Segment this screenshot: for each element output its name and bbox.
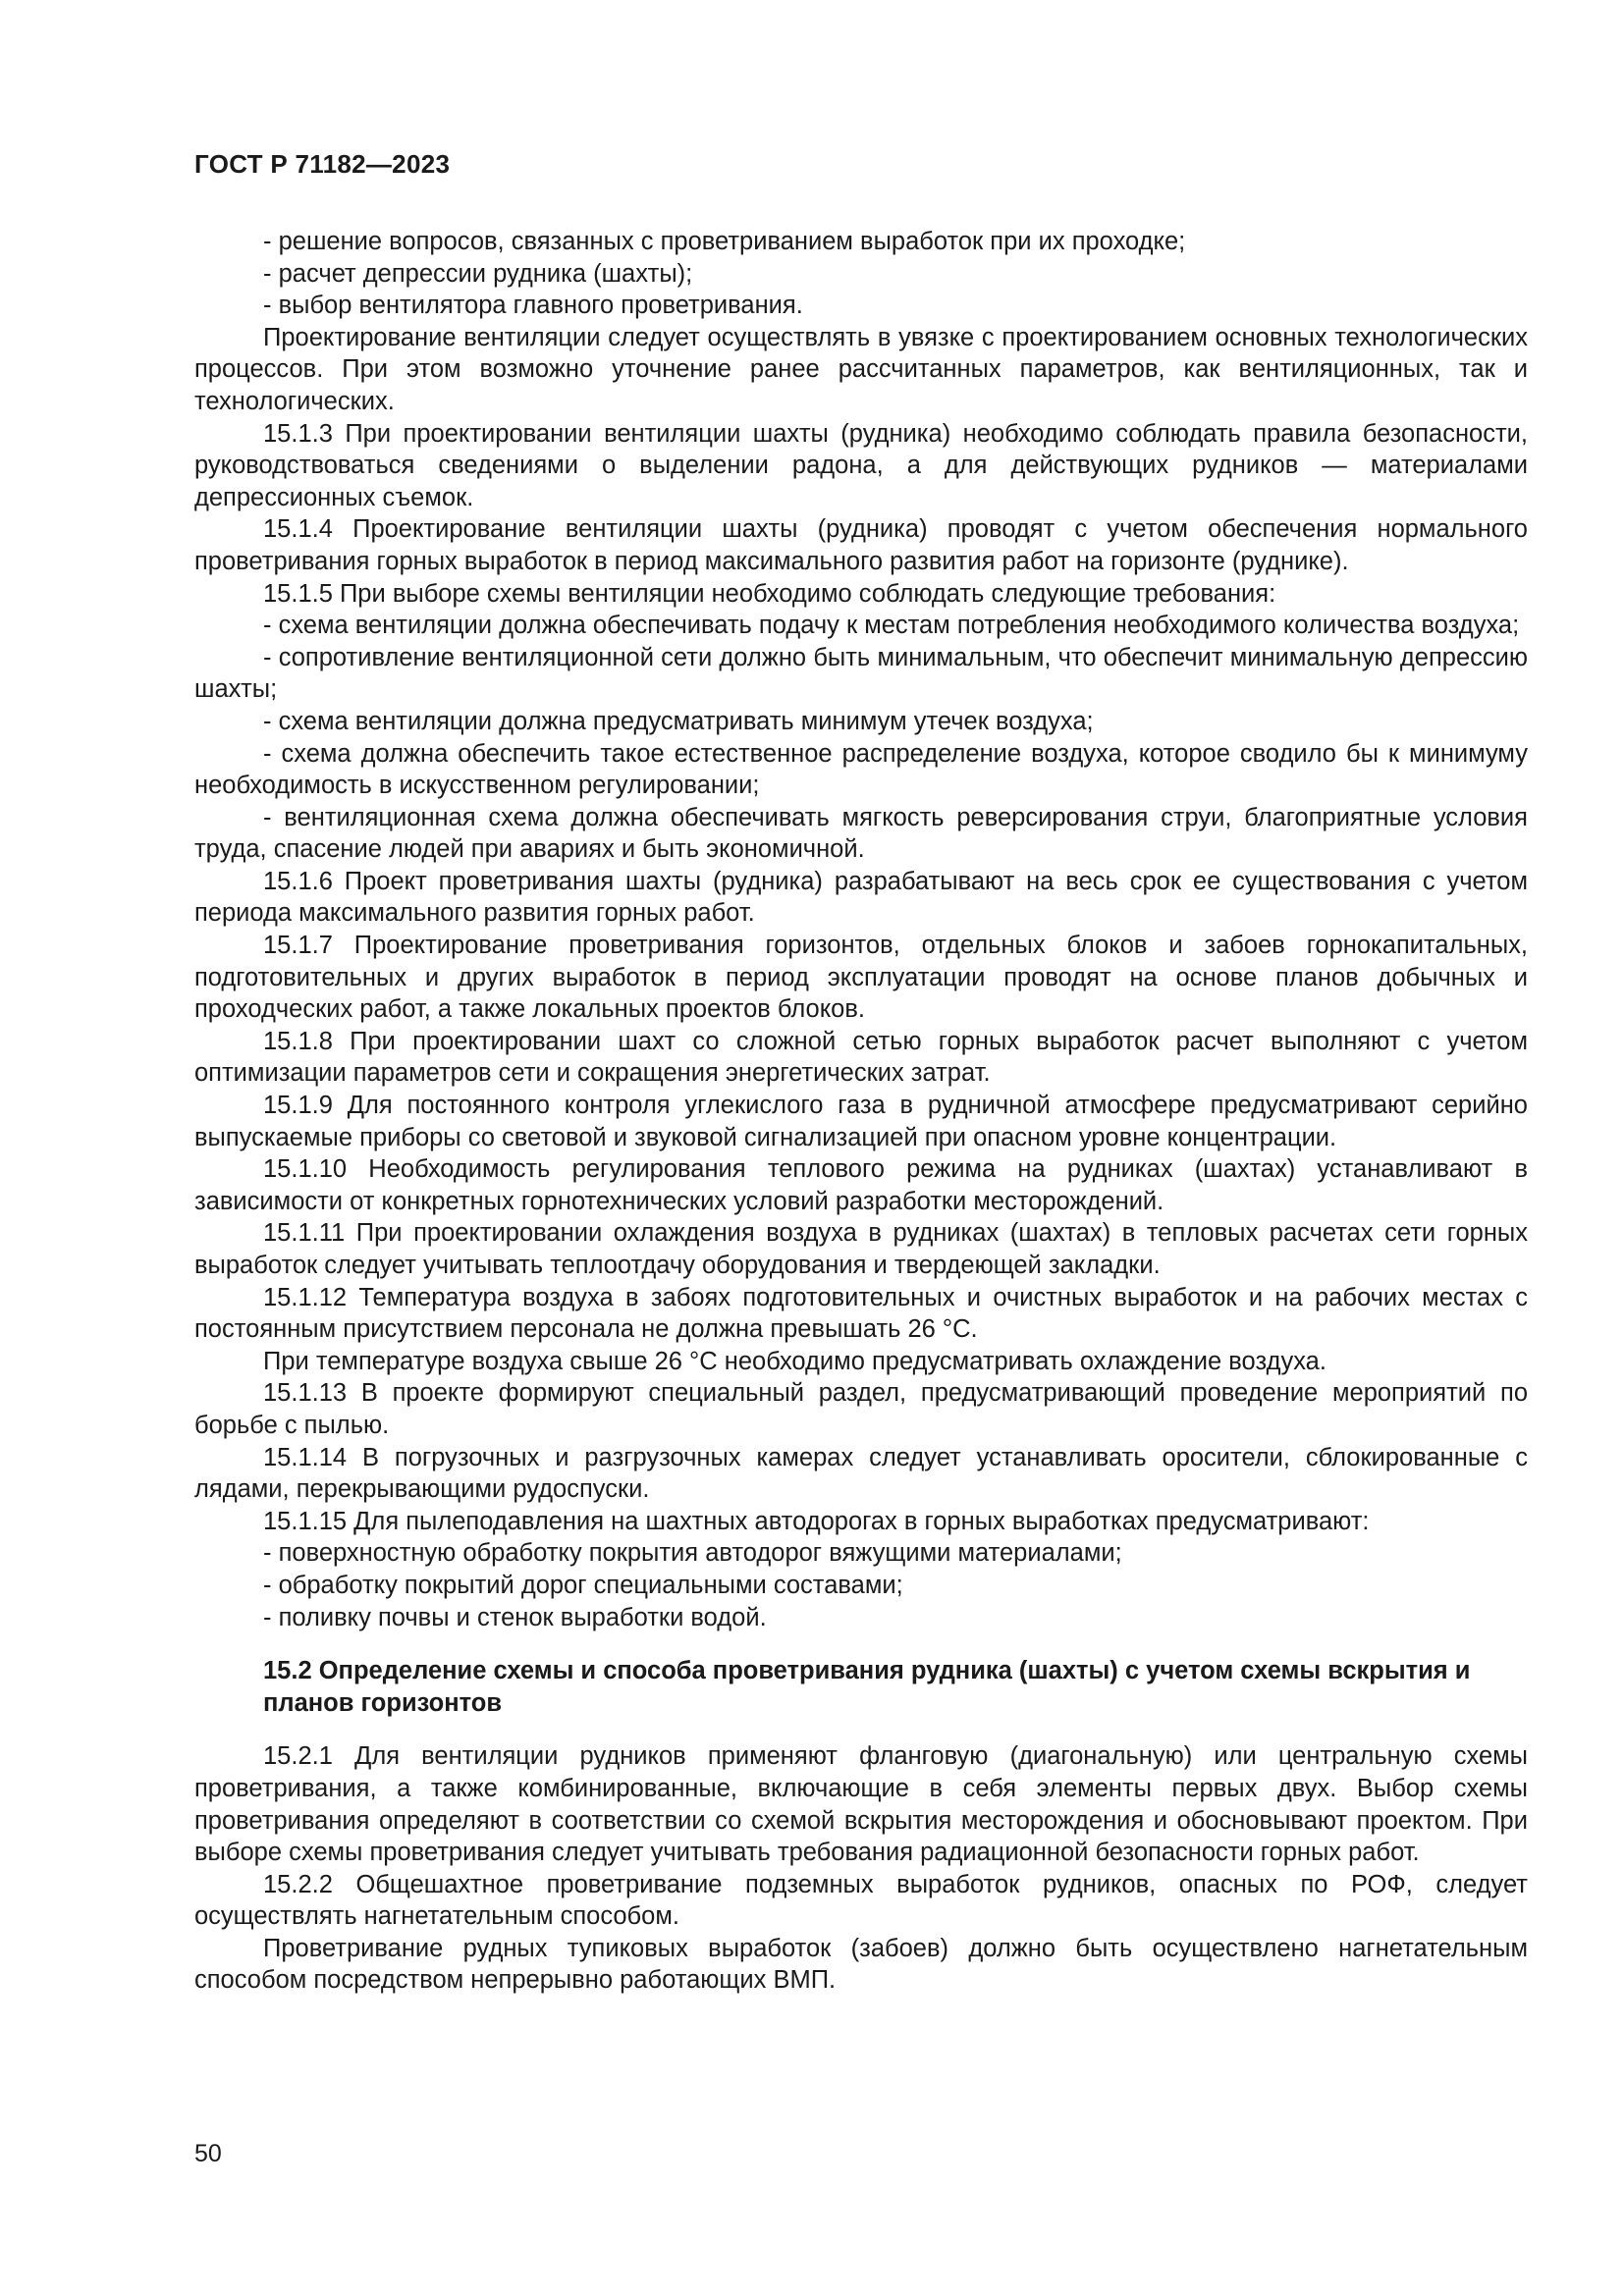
paragraph: Проветривание рудных тупиковых выработок (забоев) должно быть осуществлено нагнетательным способом посредством непрерывно работающих ВМП. [194,1934,1528,1995]
paragraph: - сопротивление вентиляционной сети должно быть минимальным, что обеспечит минимальную депрессию шахты; [194,643,1528,704]
paragraph: - решение вопросов, связанных с проветриванием выработок при их проходке; [263,228,1186,255]
paragraph: 15.1.5 При выборе схемы вентиляции необходимо соблюдать следующие требования: [263,579,1276,608]
section-heading: 15.2 Определение схемы и способа проветривания рудника (шахты) с учетом схемы вскрытия и планов горизонтов [263,1657,1471,1717]
paragraph: 15.2.2 Общешахтное проветривание подземных выработок рудников, опасных по РОФ, следует осуществлять нагнетательным способом. [194,1870,1528,1931]
paragraph: - схема должна обеспечить такое естественное распределение воздуха, которое сводило бы к минимуму необходимость в искусственном регулировании; [194,739,1528,800]
paragraph: 15.1.11 При проектировании охлаждения воздуха в рудниках (шахтах) в тепловых расчетах сети горных выработок следует учитывать теплоотдачу оборудования и твердеющей закладки. [194,1219,1528,1279]
paragraph: 15.1.13 В проекте формируют специальный раздел, предусматривающий проведение мероприятий по борьбе с пылью. [194,1379,1528,1439]
paragraph: 15.1.9 Для постоянного контроля углекислого газа в рудничной атмосфере предусматривают серийно выпускаемые приборы со световой и звуковой сигнализацией при опасном уровне концентрации. [194,1092,1528,1151]
paragraph: 15.1.14 В погрузочных и разгрузочных камерах следует устанавливать оросители, сблокированные с лядами, перекрывающими рудоспуски. [194,1443,1528,1504]
paragraph: 15.1.3 При проектировании вентиляции шахты (рудника) необходимо соблюдать правила безопасности, руководствоваться сведениями о выделении радона, а для действующих рудников — материалами депрессионных съемок. [194,419,1528,511]
paragraph: - схема вентиляции должна предусматривать минимум утечек воздуха; [263,707,1094,735]
paragraph: - схема вентиляции должна обеспечивать подачу к местам потребления необходимого количества воздуха; [263,612,1520,640]
paragraph: 15.2.1 Для вентиляции рудников применяют фланговую (диагональную) или центральную схемы проветривания, а также комбинированные, включающие в себя элементы первых двух. Выбор схемы проветривания определяют в соответствии со схемой вскрытия месторождения и обосновывают проектом. При выборе схемы проветривания следует учитывать требования радиационной безопасности горных работ. [194,1742,1528,1867]
paragraph: 15.1.15 Для пылеподавления на шахтных автодорогах в горных выработках предусматривают: [263,1507,1370,1535]
paragraph: 15.1.10 Необходимость регулирования теплового режима на рудниках (шахтах) устанавливают в зависимости от конкретных горнотехнических условий разработки месторождений. [194,1155,1528,1215]
paragraph: - поливку почвы и стенок выработки водой. [263,1603,767,1631]
paragraph: 15.1.12 Температура воздуха в забоях подготовительных и очистных выработок и на рабочих местах с постоянным присутствием персонала не должна превышать 26 °C. [194,1283,1528,1344]
paragraph: 15.1.7 Проектирование проветривания горизонтов, отдельных блоков и забоев горнокапитальных, подготовительных и других выработок в период эксплуатации проводят на основе планов добычных и проходческих работ, а также локальных проектов блоков. [194,932,1528,1024]
page-number: 50 [194,2140,222,2167]
paragraph: - обработку покрытий дорог специальными составами; [263,1571,903,1599]
paragraph: 15.1.6 Проект проветривания шахты (рудника) разрабатывают на весь срок ее существования с учетом периода максимального развития горных работ. [194,867,1528,928]
paragraph: - выбор вентилятора главного проветривания. [263,292,803,320]
paragraph: Проектирование вентиляции следует осуществлять в увязке с проектированием основных технологических процессов. При этом возможно уточнение ранее рассчитанных параметров, как вентиляционных, так и технологических. [194,323,1528,415]
paragraph: - поверхностную обработку покрытия автодорог вяжущими материалами; [263,1539,1122,1568]
paragraph: - расчет депрессии рудника (шахты); [263,259,693,288]
paragraph: 15.1.4 Проектирование вентиляции шахты (рудника) проводят с учетом обеспечения нормального проветривания горных выработок в период максимального развития работ на горизонте (руднике). [194,515,1528,575]
document-code: ГОСТ Р 71182—2023 [194,149,451,179]
paragraph: 15.1.8 При проектировании шахт со сложной сетью горных выработок расчет выполняют с учетом оптимизации параметров сети и сокращения энергетических затрат. [194,1027,1528,1088]
paragraph: - вентиляционная схема должна обеспечивать мягкость реверсирования струи, благоприятные условия труда, спасение людей при авариях и быть экономичной. [194,803,1528,864]
paragraph: При температуре воздуха свыше 26 °C необходимо предусматривать охлаждение воздуха. [263,1347,1326,1375]
document-body [194,226,1528,1997]
